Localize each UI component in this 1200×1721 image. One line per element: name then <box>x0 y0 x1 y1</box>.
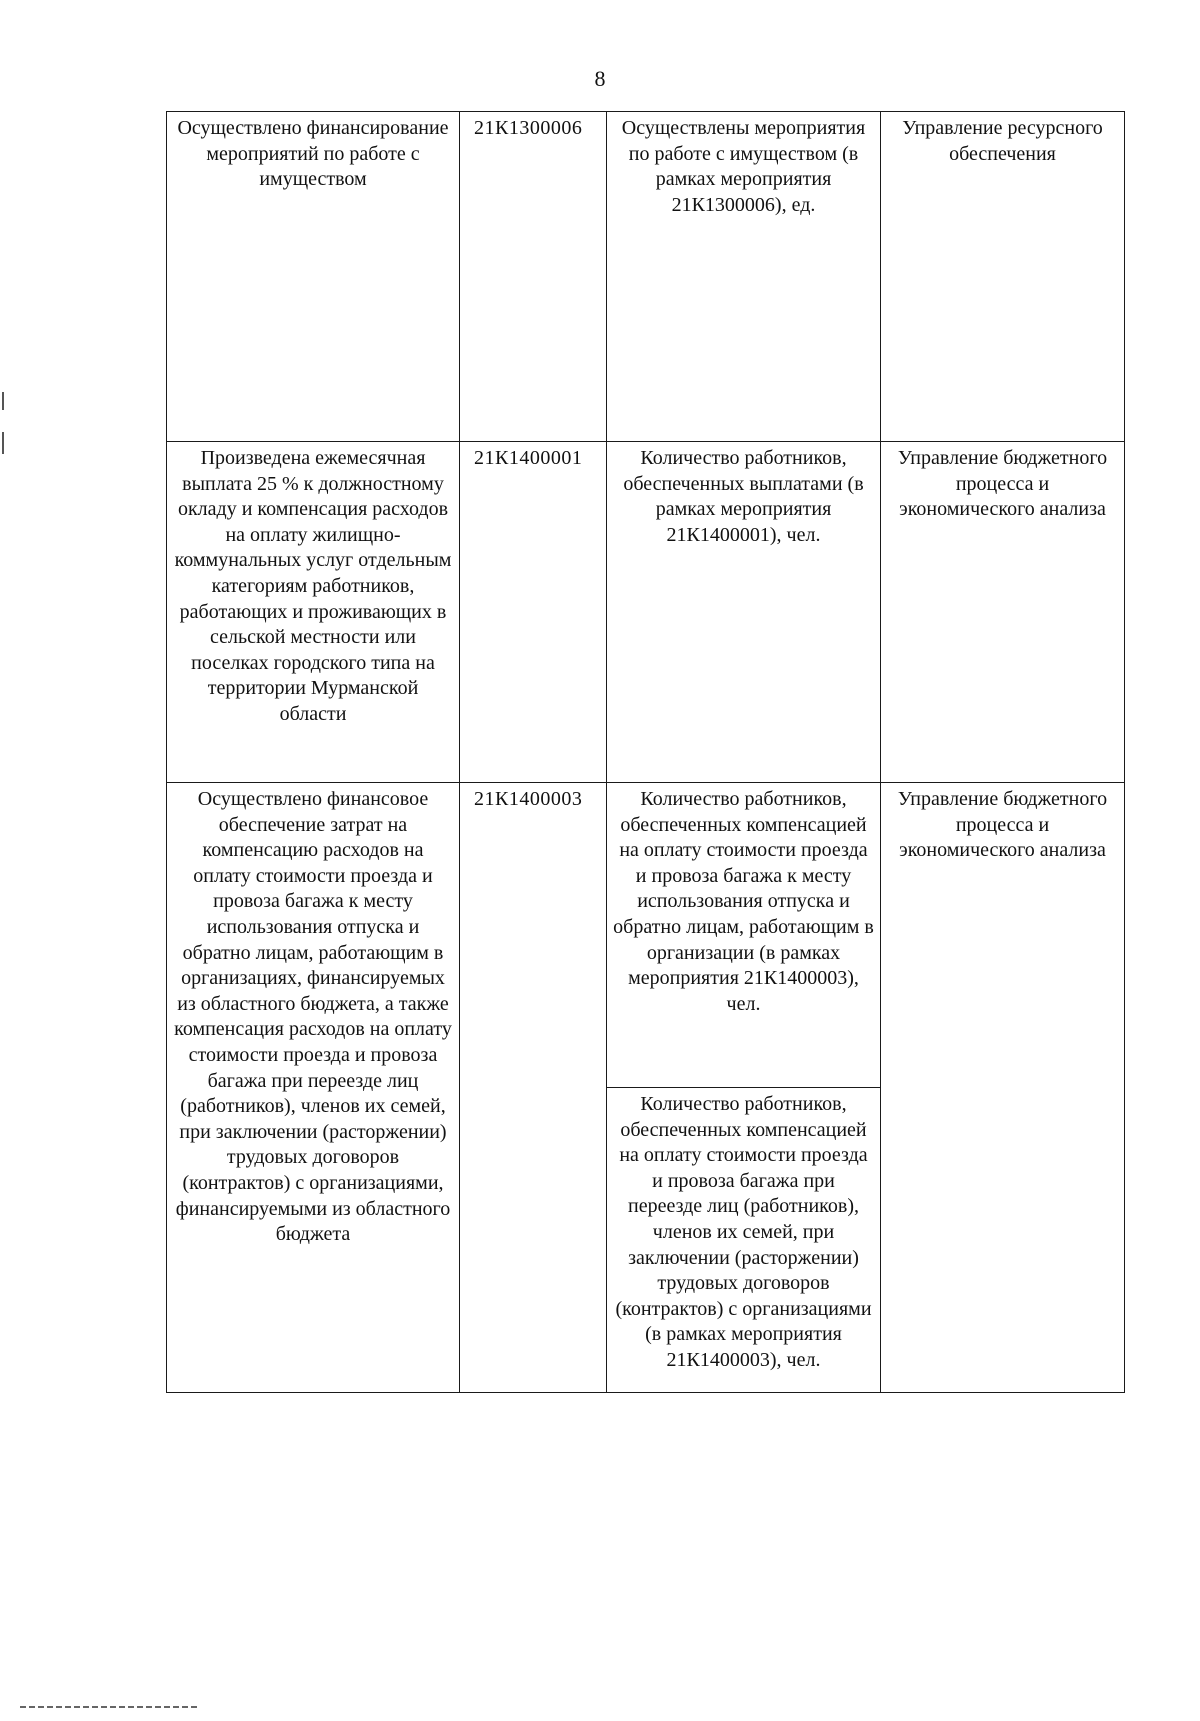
responsible-unit: Управление бюджетного процесса и экономического анализа <box>881 783 1125 1393</box>
responsible-unit: Управление бюджетного процесса и экономического анализа <box>881 442 1125 783</box>
scan-margin-mark <box>2 432 4 454</box>
task-description: Осуществлено финансирование мероприятий по работе с имуществом <box>167 112 460 442</box>
scan-edge-line <box>20 1706 200 1708</box>
table-row <box>167 442 1125 783</box>
task-description: Произведена ежемесячная выплата 25 % к должностному окладу и компенсация расходов на оплату жилищно-коммунальных услуг отдельным категориям работников, работающих и проживающих в сельской местности или поселках городского типа на территории Мурманской области <box>167 442 460 783</box>
page-number: 8 <box>594 66 606 91</box>
table-row <box>167 783 1125 1088</box>
event-code: 21К1400003 <box>460 783 607 1393</box>
result-indicator: Осуществлены мероприятия по работе с имуществом (в рамках мероприятия 21К1300006), ед. <box>607 112 881 442</box>
program-table <box>166 111 1125 1393</box>
responsible-unit: Управление ресурсного обеспечения <box>881 112 1125 442</box>
result-indicator: Количество работников, обеспеченных выплатами (в рамках мероприятия 21К1400001), чел. <box>607 442 881 783</box>
table-row <box>167 112 1125 442</box>
task-description: Осуществлено финансовое обеспечение затрат на компенсацию расходов на оплату стоимости проезда и провоза багажа к месту использования отпуска и обратно лицам, работающим в организациях, финансируемых из областного бюджета, а также компенсация расходов на оплату стоимости проезда и провоза багажа при переезде лиц (работников), членов их семей, при заключении (расторжении) трудовых договоров (контрактов) с организациями, финансируемыми из областного бюджета <box>167 783 460 1393</box>
result-indicator: Количество работников, обеспеченных компенсацией на оплату стоимости проезда и провоза багажа при переезде лиц (работников), членов их семей, при заключении (расторжении) трудовых договоров (контрактов) с организациями (в рамках мероприятия 21К1400003), чел. <box>607 1088 881 1393</box>
event-code: 21К1400001 <box>460 442 607 783</box>
result-indicator: Количество работников, обеспеченных компенсацией на оплату стоимости проезда и провоза багажа к месту использования отпуска и обратно лицам, работающим в организации (в рамках мероприятия 21К1400003), чел. <box>607 783 881 1088</box>
scan-margin-mark <box>2 392 4 410</box>
event-code: 21К1300006 <box>460 112 607 442</box>
